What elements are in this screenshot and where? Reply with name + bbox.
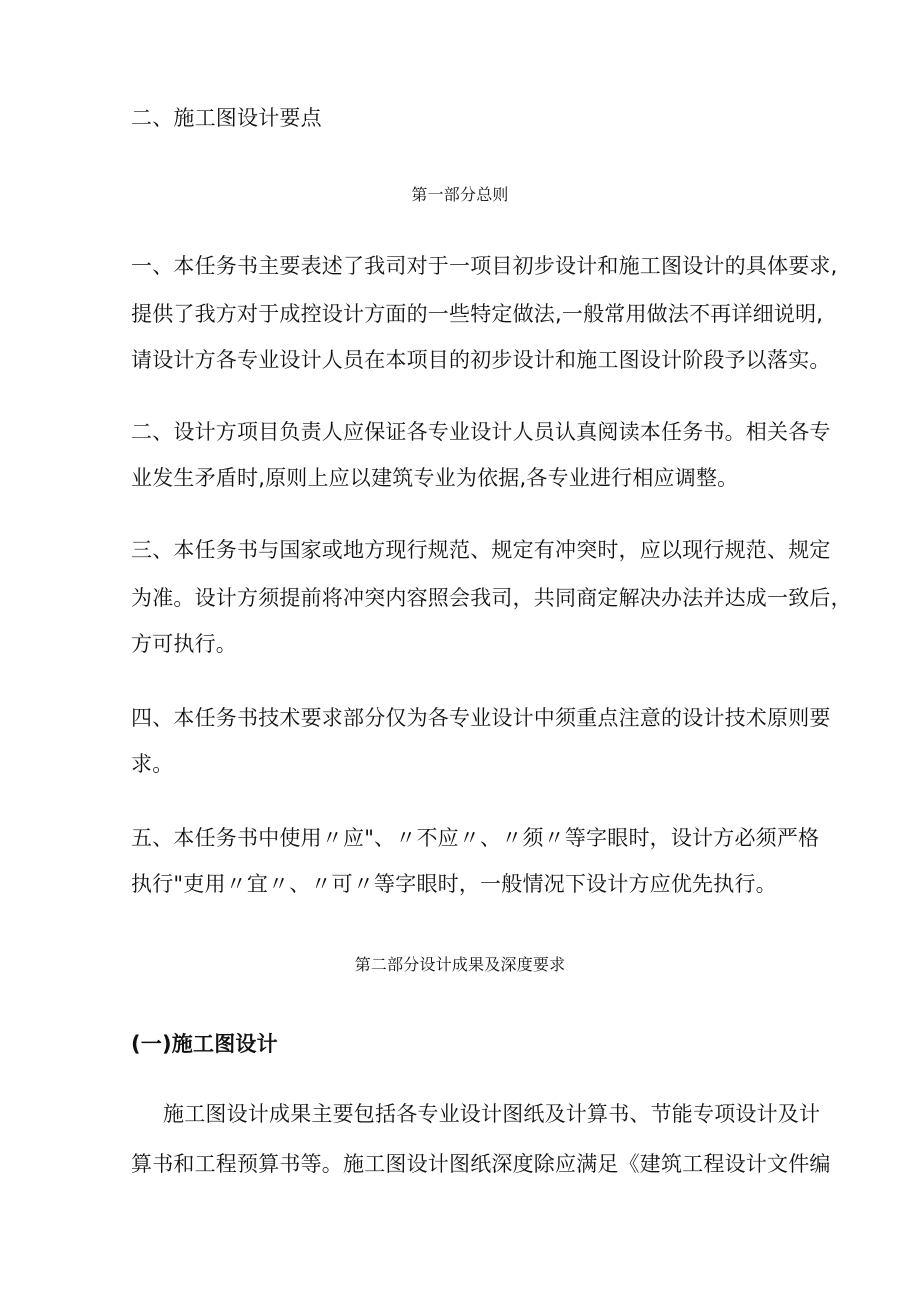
paragraph-line: 三、本任务书与国家或地方现行规范、规定有冲突时，应以现行规范、规定 [131, 538, 831, 562]
paragraph-line: 为准。设计方须提前将冲突内容照会我司，共同商定解决办法并达成一致后， [131, 586, 852, 610]
paragraph-line: 算书和工程预算书等。施工图设计图纸深度除应满足《建筑工程设计文件编 [131, 1152, 831, 1176]
part1-title: 第一部分总则 [411, 185, 509, 204]
paragraph-line: 五、本任务书中使用〃应"、〃不应〃、〃须〃等字眼时，设计方必须严格 [131, 826, 820, 850]
paragraph-line: 一、本任务书主要表述了我司对于一项目初步设计和施工图设计的具体要求, [131, 254, 838, 278]
paragraph-line: 四、本任务书技术要求部分仅为各专业设计中须重点注意的设计技术原则要 [131, 706, 831, 730]
paragraph-line: 业发生矛盾时,原则上应以建筑专业为依据,各专业进行相应调整。 [131, 466, 739, 490]
paragraph-line: 执行"吏用〃宜〃、〃可〃等字眼时，一般情况下设计方应优先执行。 [131, 872, 777, 896]
paragraph-line: 提供了我方对于成控设计方面的一些特定做法,一般常用做法不再详细说明, [131, 302, 824, 326]
paragraph-line: 请设计方各专业设计人员在本项目的初步设计和施工图设计阶段予以落实。 [131, 348, 831, 372]
paragraph-line: 二、设计方项目负责人应保证各专业设计人员认真阅读本任务书。相关各专 [131, 420, 831, 444]
paragraph-line: 施工图设计成果主要包括各专业设计图纸及计算书、节能专项设计及计 [163, 1102, 821, 1126]
paragraph-line: 求。 [131, 752, 174, 776]
section-title: 二、施工图设计要点 [131, 106, 322, 130]
part2-title: 第二部分设计成果及深度要求 [354, 955, 566, 974]
paragraph-line: 方可执行。 [131, 632, 237, 656]
subsection-title: (一)施工图设计 [131, 1032, 278, 1056]
